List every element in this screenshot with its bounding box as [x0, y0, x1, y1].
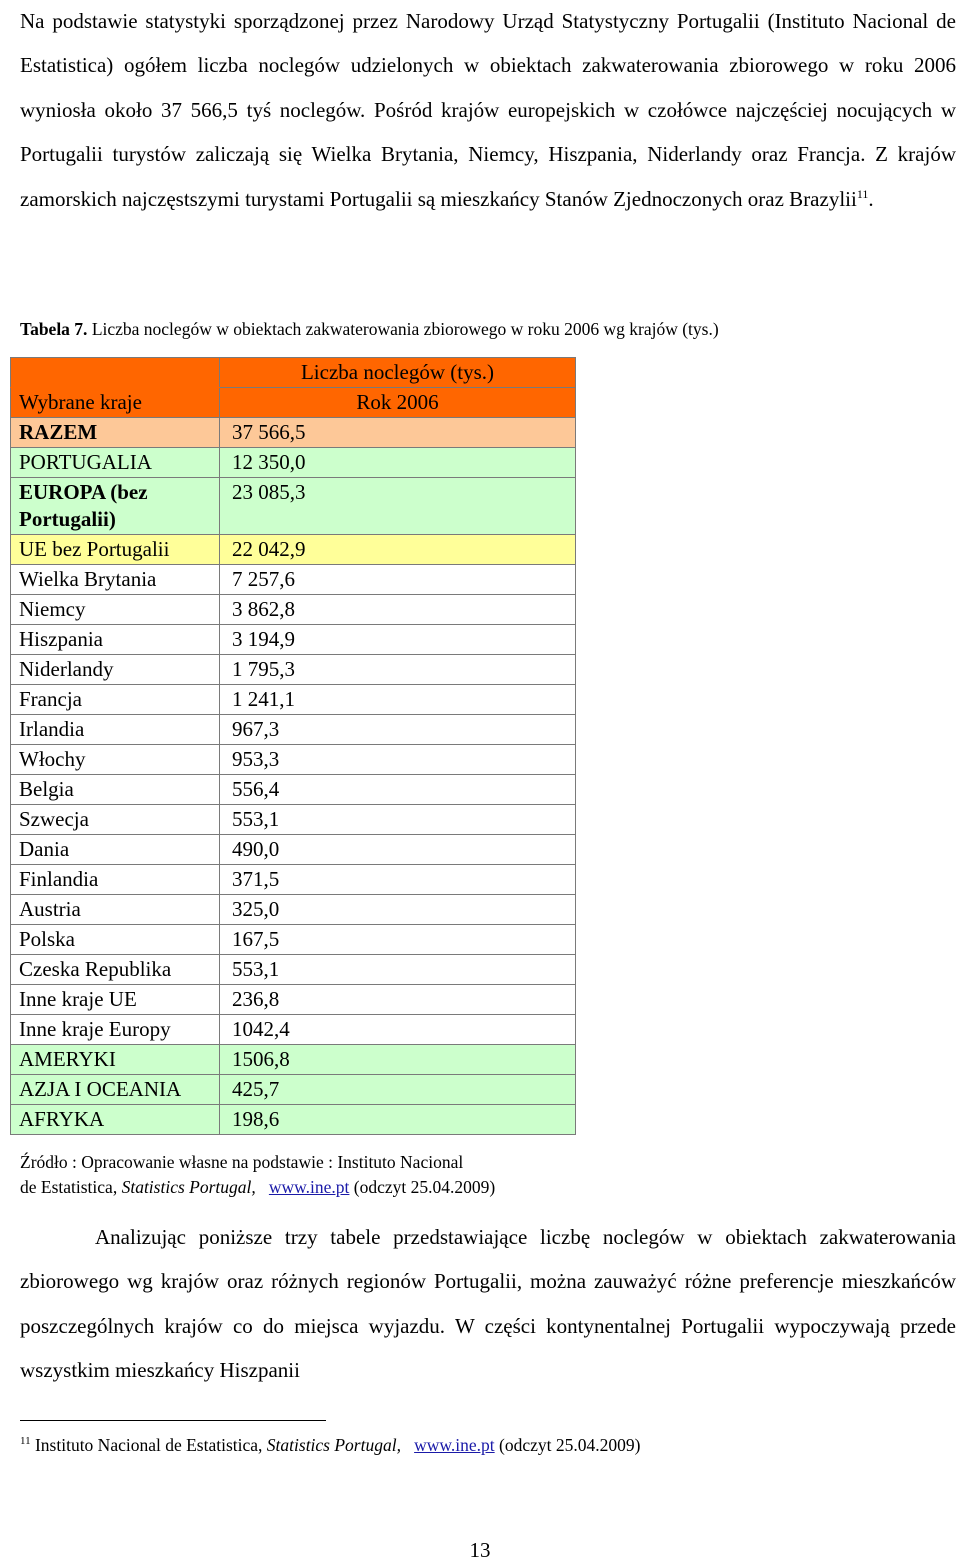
table-row [11, 865, 576, 895]
table-row [11, 715, 576, 745]
country-cell: AMERYKI [11, 1045, 220, 1075]
footnote [20, 1435, 640, 1456]
value-cell: 553,1 [220, 955, 576, 985]
value-cell: 553,1 [220, 805, 576, 835]
table-top-header: Liczba noclegów (tys.) [220, 358, 576, 388]
footnote-divider [20, 1420, 326, 1421]
value-cell: 490,0 [220, 835, 576, 865]
nights-table [10, 357, 576, 1135]
table-source [20, 1150, 495, 1199]
table-caption [20, 319, 719, 340]
analysis-paragraph: Analizując poniższe trzy tabele przedstawiające liczbę noclegów w obiektach zakwaterowania zbiorowego wg krajów oraz różnych regionów Portugalii, można zauważyć różne preferencje mieszkańców poszczególnych krajów co do miejsca wyjazdu. W części kontynentalnej Portugalii wypoczywają przede wszystkim mieszkańcy Hiszpanii [20, 1225, 956, 1383]
col-header-country: Wybrane kraje [11, 388, 220, 418]
source-italic: Statistics Portugal, [121, 1176, 256, 1197]
table-row [11, 925, 576, 955]
value-cell: 371,5 [220, 865, 576, 895]
table-row [11, 745, 576, 775]
value-cell: 22 042,9 [220, 535, 576, 565]
table-row [11, 418, 576, 448]
table-row [11, 985, 576, 1015]
value-cell: 3 194,9 [220, 625, 576, 655]
page-number: 13 [469, 1538, 491, 1562]
footnote-italic: Statistics Portugal, [266, 1435, 401, 1455]
table-row [11, 1045, 576, 1075]
value-cell: 325,0 [220, 895, 576, 925]
source-post: (odczyt 25.04.2009) [349, 1176, 496, 1197]
country-cell: Szwecja [11, 805, 220, 835]
table-row [11, 1075, 576, 1105]
country-cell: Niderlandy [11, 655, 220, 685]
value-cell: 236,8 [220, 985, 576, 1015]
country-cell: RAZEM [11, 418, 220, 448]
table-row [11, 835, 576, 865]
table-row [11, 685, 576, 715]
table-caption-text: Liczba noclegów w obiektach zakwaterowania zbiorowego w roku 2006 wg krajów (tys.) [87, 319, 719, 339]
source-link[interactable]: www.ine.pt [268, 1176, 350, 1197]
country-cell: AFRYKA [11, 1105, 220, 1135]
value-cell: 953,3 [220, 745, 576, 775]
table-row [11, 895, 576, 925]
country-cell: Inne kraje UE [11, 985, 220, 1015]
value-cell: 1 795,3 [220, 655, 576, 685]
table-row [11, 535, 576, 565]
value-cell: 37 566,5 [220, 418, 576, 448]
table-caption-label: Tabela 7. [20, 319, 88, 339]
table-top-header-row [11, 358, 576, 388]
table-header-row [11, 388, 576, 418]
value-cell: 7 257,6 [220, 565, 576, 595]
intro-text: Na podstawie statystyki sporządzonej przez Narodowy Urząd Statystyczny Portugalii (Instituto Nacional de Estatistica) ogółem liczba noclegów udzielonych w obiektach zakwaterowania zbiorowego w roku 2006 wyniosła około 37 566,5 tyś noclegów. Pośród krajów europejskich w czołówce najczęściej nocujących w Portugalii turystów zaliczają się Wielka Brytania, Niemcy, Hiszpania, Niderlandy oraz Francja. Z krajów zamorskich najczęstszymi turystami Portugalii są mieszkańcy Stanów Zjednoczonych oraz Brazylii [20, 9, 956, 211]
table-row [11, 595, 576, 625]
source-line-2 [20, 1175, 495, 1200]
country-cell: Wielka Brytania [11, 565, 220, 595]
table-row [11, 478, 576, 535]
value-cell: 198,6 [220, 1105, 576, 1135]
country-cell: Belgia [11, 775, 220, 805]
col-header-year: Rok 2006 [220, 388, 576, 418]
country-cell: Hiszpania [11, 625, 220, 655]
table-row [11, 655, 576, 685]
country-cell: Finlandia [11, 865, 220, 895]
footnote-post: (odczyt 25.04.2009) [494, 1435, 641, 1455]
country-cell: Dania [11, 835, 220, 865]
table-row [11, 1105, 576, 1135]
country-cell: UE bez Portugalii [11, 535, 220, 565]
value-cell: 12 350,0 [220, 448, 576, 478]
country-cell: AZJA I OCEANIA [11, 1075, 220, 1105]
value-cell: 1042,4 [220, 1015, 576, 1045]
value-cell: 1 241,1 [220, 685, 576, 715]
footnote-pre: Instituto Nacional de Estatistica, [30, 1435, 267, 1455]
table-row [11, 775, 576, 805]
source-pre: de Estatistica, [20, 1176, 122, 1197]
value-cell: 967,3 [220, 715, 576, 745]
value-cell: 3 862,8 [220, 595, 576, 625]
country-cell: Niemcy [11, 595, 220, 625]
footnote-number: 11 [20, 1435, 31, 1448]
intro-paragraph [20, 0, 956, 221]
intro-end: . [868, 186, 874, 211]
value-cell: 23 085,3 [220, 478, 576, 535]
table-row [11, 448, 576, 478]
table-row [11, 565, 576, 595]
country-cell: Irlandia [11, 715, 220, 745]
country-cell: Czeska Republika [11, 955, 220, 985]
country-cell: Inne kraje Europy [11, 1015, 220, 1045]
country-cell: Włochy [11, 745, 220, 775]
source-line-1: Źródło : Opracowanie własne na podstawie : Instituto Nacional [20, 1152, 464, 1172]
footnote-link[interactable]: www.ine.pt [414, 1435, 495, 1455]
value-cell: 556,4 [220, 775, 576, 805]
table-row [11, 805, 576, 835]
country-cell: PORTUGALIA [11, 448, 220, 478]
value-cell: 167,5 [220, 925, 576, 955]
country-cell: EUROPA (bez Portugalii) [11, 478, 220, 535]
table-row [11, 1015, 576, 1045]
value-cell: 425,7 [220, 1075, 576, 1105]
table-row [11, 625, 576, 655]
country-cell: Polska [11, 925, 220, 955]
table-row [11, 955, 576, 985]
footnote-ref[interactable]: 11 [856, 186, 869, 201]
country-cell: Francja [11, 685, 220, 715]
value-cell: 1506,8 [220, 1045, 576, 1075]
country-cell: Austria [11, 895, 220, 925]
table-top-header-blank [11, 358, 220, 388]
